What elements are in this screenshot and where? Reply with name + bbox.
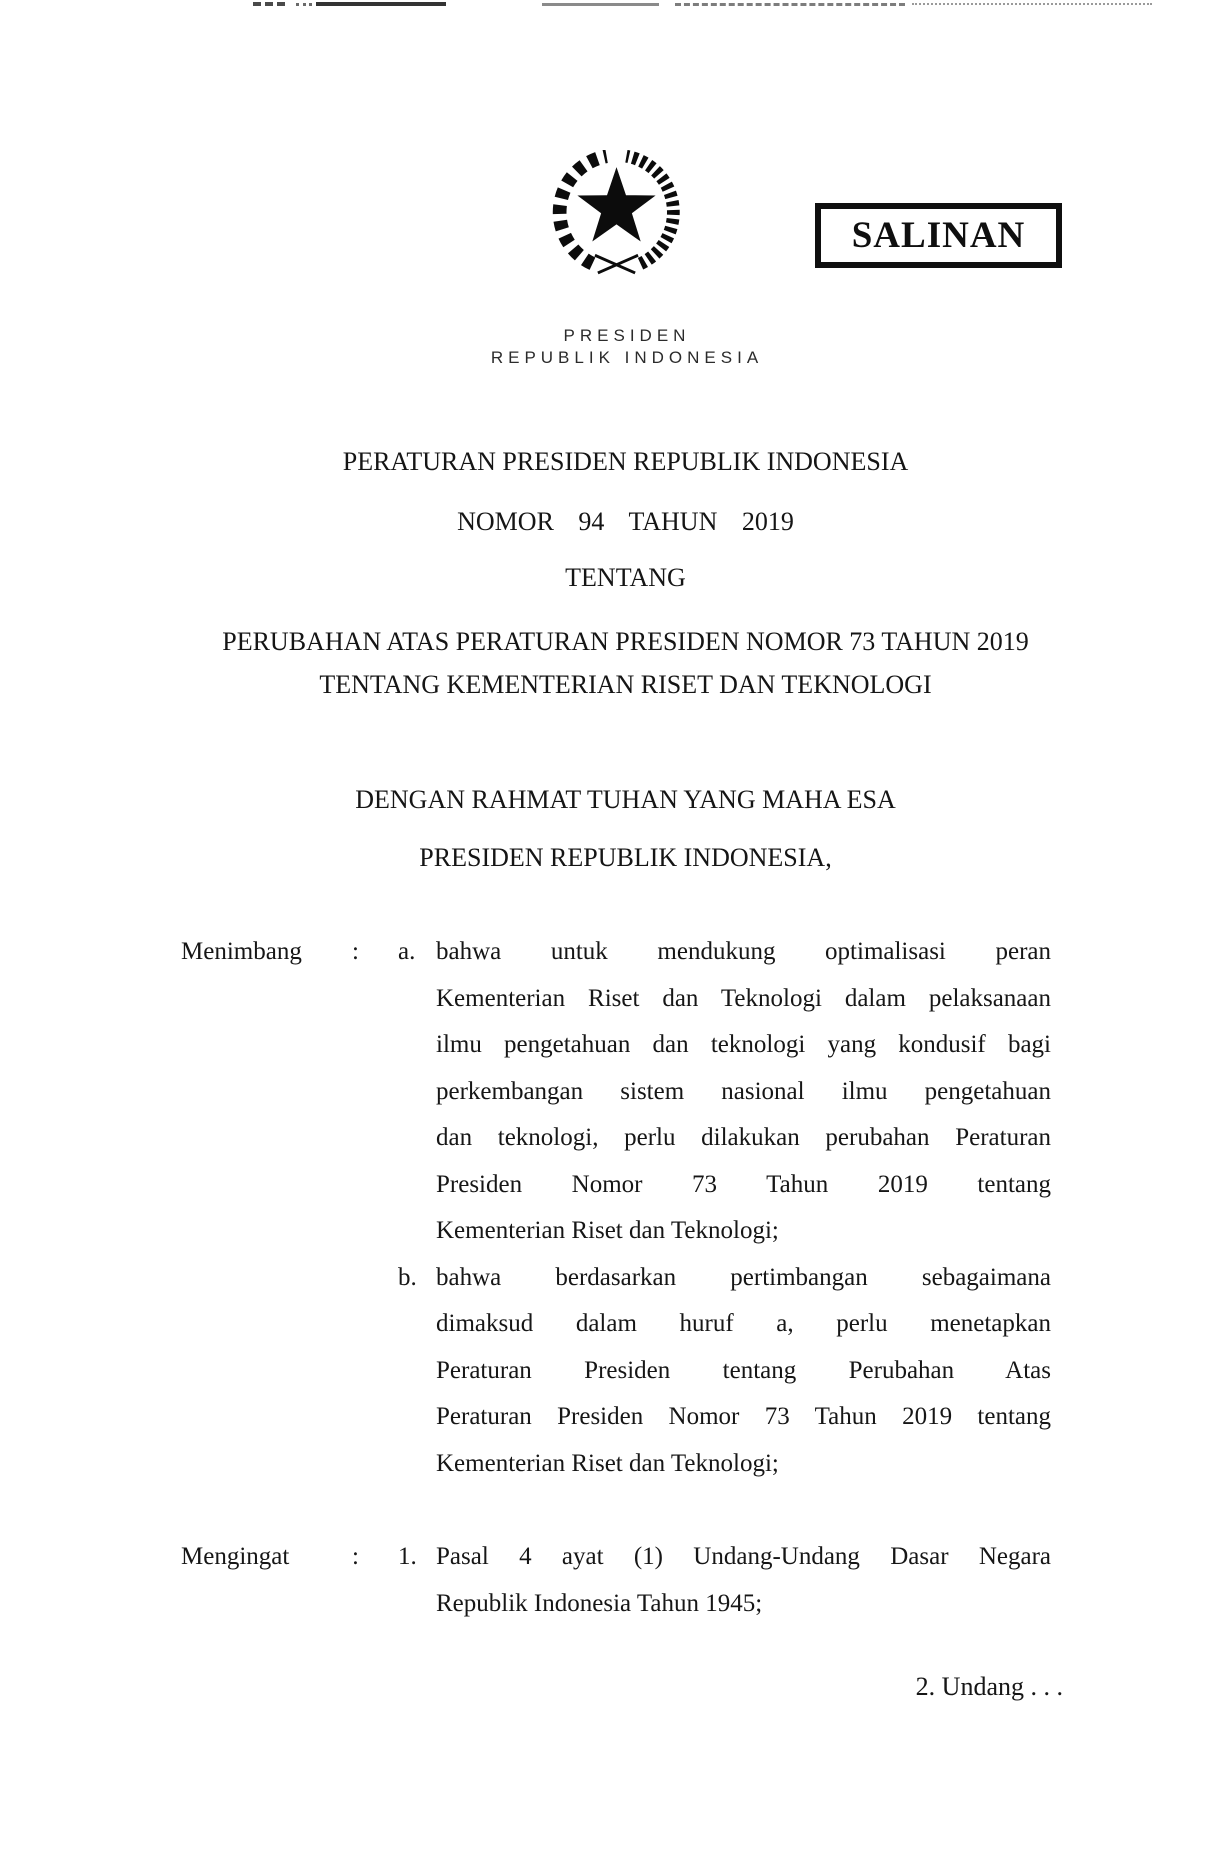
salinan-copy-stamp — [815, 203, 1062, 268]
clause-line: ilmu pengetahuan dan teknologi yang kondusif bagi — [436, 1031, 1051, 1058]
regulation-subject-line2: TENTANG KEMENTERIAN RISET DAN TEKNOLOGI — [319, 670, 932, 699]
regulation-subject-line1: PERUBAHAN ATAS PERATURAN PRESIDEN NOMOR 73 TAHUN 2019 — [222, 627, 1029, 656]
clause-line: Peraturan Presiden Nomor 73 Tahun 2019 tentang — [436, 1403, 1051, 1430]
scan-artifact-line — [542, 3, 659, 6]
clause-line: bahwa berdasarkan pertimbangan sebagaimana — [436, 1263, 1051, 1291]
scan-artifact-line — [296, 3, 312, 6]
clause-line: Pasal 4 ayat (1) Undang-Undang Dasar Negara — [436, 1543, 1051, 1570]
item-marker: 1. — [398, 1543, 417, 1570]
scan-artifact-line — [912, 3, 1152, 5]
menimbang-item-a — [398, 929, 1051, 1255]
clause-line: Kementerian Riset dan Teknologi; — [436, 1217, 779, 1244]
item-marker: b. — [398, 1263, 417, 1291]
regulation-title: PERATURAN PRESIDEN REPUBLIK INDONESIA — [342, 447, 909, 476]
clause-line: dan teknologi, perlu dilakukan perubahan Peraturan — [436, 1124, 1051, 1151]
star-wreath-emblem-icon — [543, 150, 690, 290]
letterhead-presiden: PRESIDEN — [563, 326, 691, 345]
clause-line: dimaksud dalam huruf a, perlu menetapkan — [436, 1310, 1051, 1337]
mengingat-clause — [181, 1534, 1051, 1627]
menimbang-item-b — [398, 1255, 1051, 1488]
tentang-label: TENTANG — [565, 563, 686, 592]
scan-artifact-line — [675, 3, 905, 6]
mengingat-item-1 — [398, 1534, 1051, 1627]
invocation-line: DENGAN RAHMAT TUHAN YANG MAHA ESA — [355, 785, 896, 814]
letterhead-republik-indonesia: REPUBLIK INDONESIA — [490, 348, 764, 367]
letterhead — [427, 325, 827, 369]
scan-artifact-line — [253, 2, 285, 6]
authority-line: PRESIDEN REPUBLIK INDONESIA, — [419, 843, 832, 872]
scan-artifact-line — [316, 2, 446, 6]
menimbang-clause — [181, 929, 1051, 1487]
mengingat-colon: : — [352, 1543, 359, 1570]
clause-line: bahwa untuk mendukung optimalisasi peran — [436, 938, 1051, 965]
mengingat-label: Mengingat — [181, 1543, 290, 1570]
menimbang-colon: : — [352, 938, 359, 965]
clause-line: Presiden Nomor 73 Tahun 2019 tentang — [436, 1170, 1051, 1198]
clause-line: Kementerian Riset dan Teknologi dalam pelaksanaan — [436, 984, 1051, 1012]
clause-line: Kementerian Riset dan Teknologi; — [436, 1449, 779, 1477]
page-catchword: 2. Undang . . . — [915, 1672, 1063, 1701]
clause-line: Republik Indonesia Tahun 1945; — [436, 1589, 763, 1617]
clause-line: Peraturan Presiden tentang Perubahan Atas — [436, 1356, 1051, 1384]
menimbang-label: Menimbang — [181, 938, 302, 965]
item-marker: a. — [398, 938, 416, 965]
clause-line: perkembangan sistem nasional ilmu pengetahuan — [436, 1077, 1051, 1105]
salinan-label: SALINAN — [851, 215, 1026, 256]
regulation-number: NOMOR 94 TAHUN 2019 — [457, 507, 794, 536]
